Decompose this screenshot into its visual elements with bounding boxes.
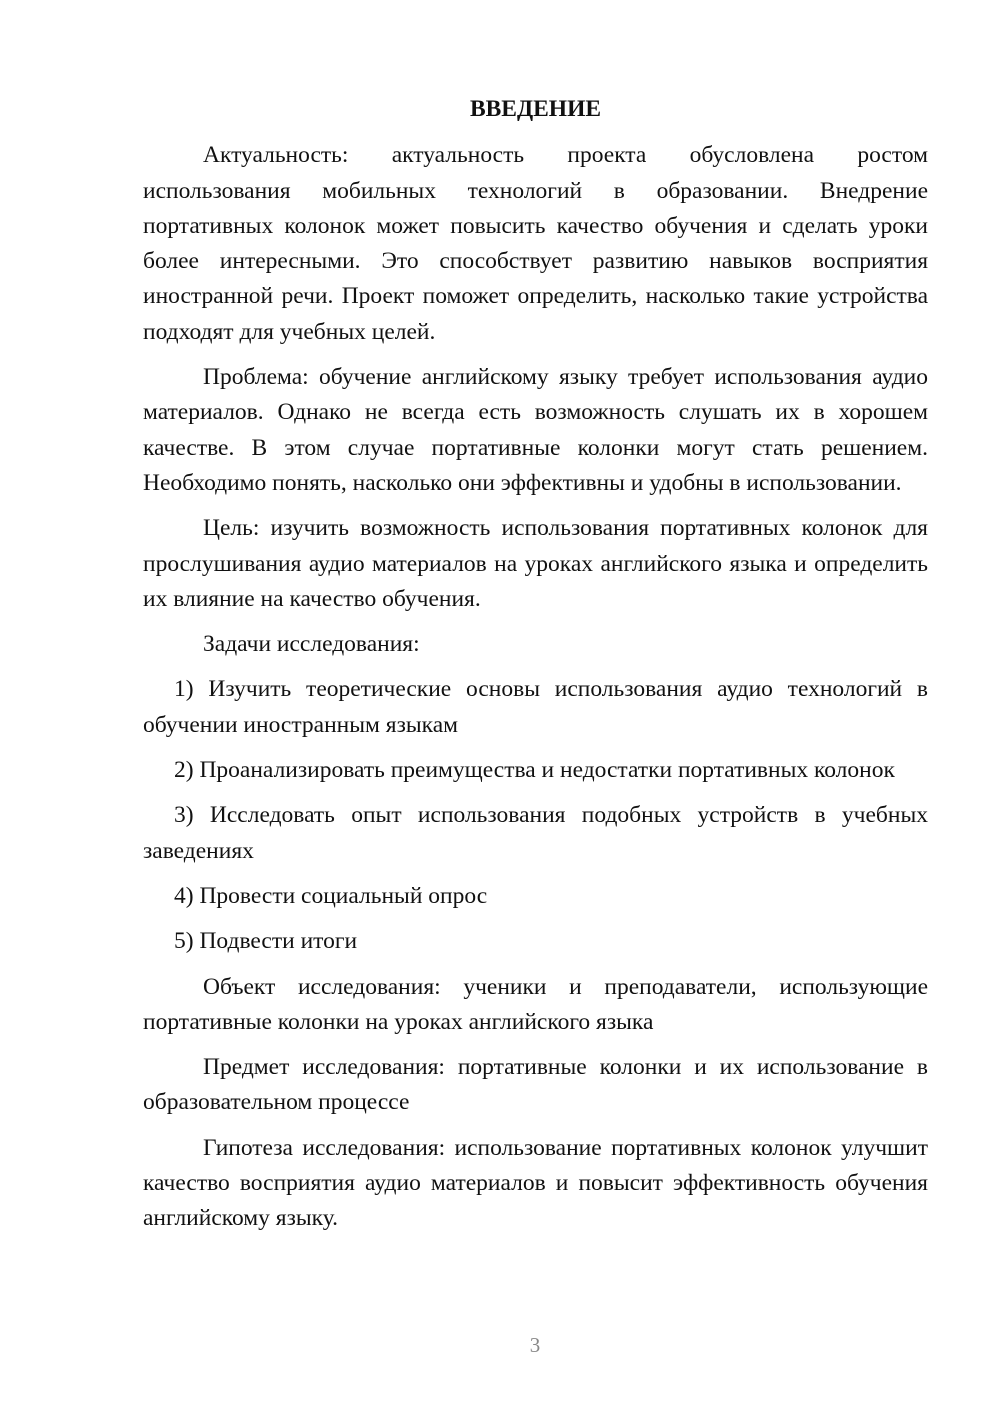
problem-paragraph: Проблема: обучение английскому языку требует использования аудио материалов. Однако не всегда есть возможность слушать их в хорошем качестве. В этом случае портативные колонки могут стать решением. Необходимо понять, насколько они эффективны и удобны в использовании. bbox=[143, 364, 928, 496]
document-page bbox=[143, 92, 928, 1247]
object-paragraph: Объект исследования: ученики и преподаватели, использующие портативные колонки на уроках английского языка bbox=[143, 973, 928, 1035]
task-item: 5) Подвести итоги bbox=[174, 928, 358, 955]
task-item: 3) Исследовать опыт использования подобных устройств в учебных заведениях bbox=[143, 802, 928, 864]
hypothesis-paragraph: Гипотеза исследования: использование портативных колонок улучшит качество восприятия аудио материалов и повысит эффективность обучения английскому языку. bbox=[143, 1134, 928, 1232]
task-item: 2) Проанализировать преимущества и недостатки портативных колонок bbox=[174, 757, 895, 784]
tasks-list bbox=[143, 672, 928, 959]
subject-paragraph: Предмет исследования: портативные колонки и их использование в образовательном процессе bbox=[143, 1054, 928, 1116]
task-item: 4) Провести социальный опрос bbox=[174, 882, 488, 909]
goal-paragraph: Цель: изучить возможность использования портативных колонок для прослушивания аудио материалов на уроках английского языка и определить их влияние на качество обучения. bbox=[143, 515, 928, 612]
tasks-heading: Задачи исследования: bbox=[203, 631, 420, 658]
page-title: ВВЕДЕНИЕ bbox=[469, 96, 602, 122]
relevance-paragraph: Актуальность: актуальность проекта обусловлена ростом использования мобильных технологий в образовании. Внедрение портативных колонок может повысить качество обучения и сделать уроки более интересными. Это способствует развитию навыков восприятия иностранной речи. Проект поможет определить, насколько такие устройства подходят для учебных целей. bbox=[143, 142, 928, 345]
task-item: 1) Изучить теоретические основы использования аудио технологий в обучении иностранным языкам bbox=[143, 676, 928, 738]
page-number: 3 bbox=[529, 1333, 541, 1357]
